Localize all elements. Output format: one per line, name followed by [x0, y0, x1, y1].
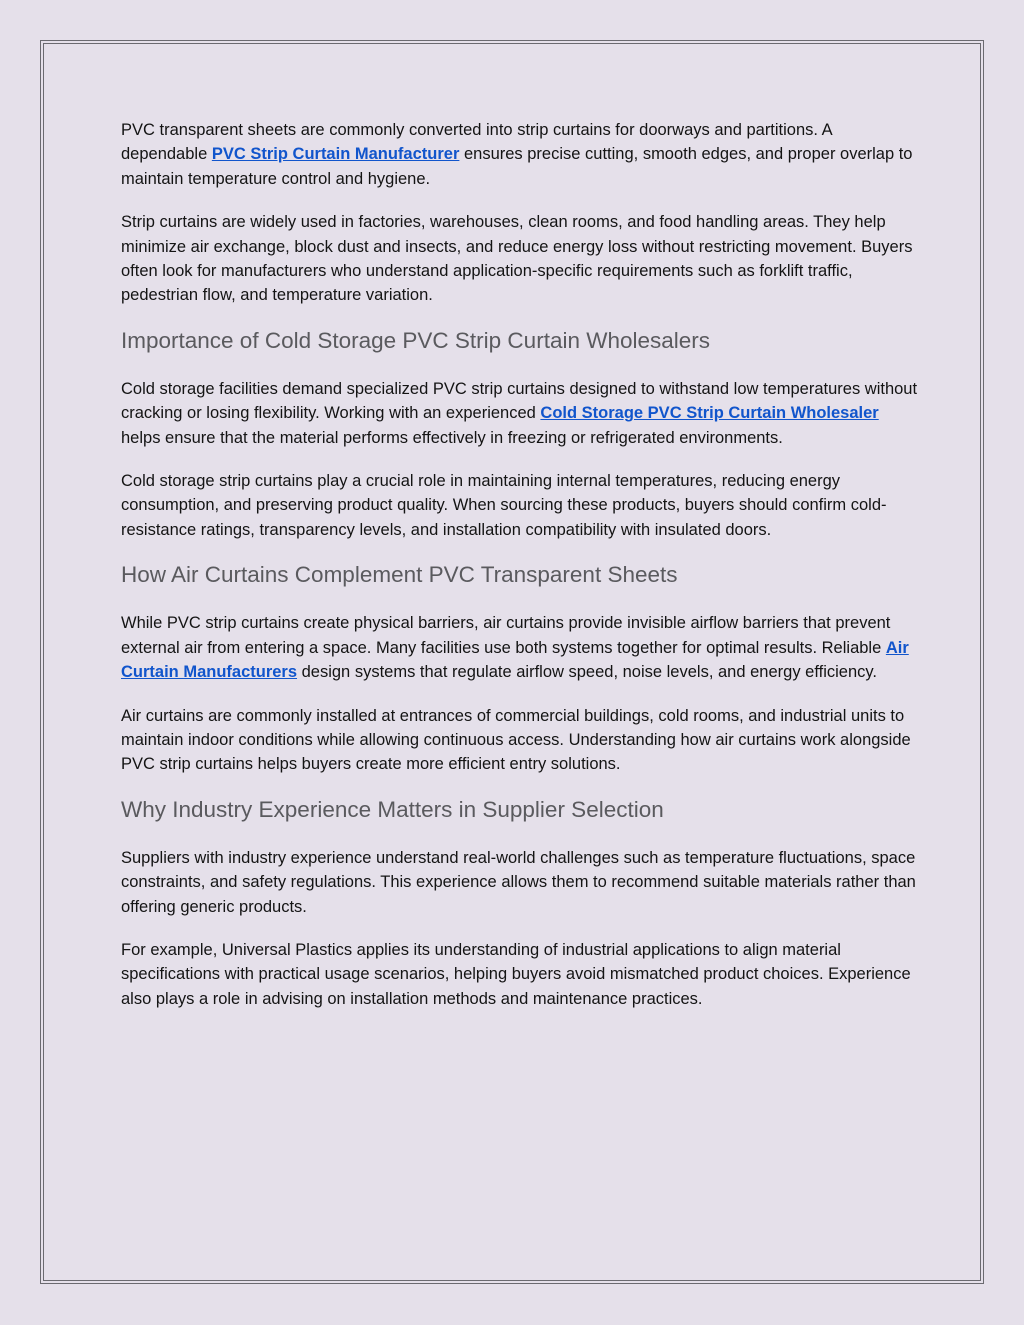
paragraph-air-curtains-2: Air curtains are commonly installed at entrances of commercial buildings, cold rooms, and industrial units to maintain indoor conditions while allowing continuous access. Understanding how air curtains work alongside PVC strip curtains helps buyers create more efficient entry solutions.: [121, 706, 911, 774]
heading-air-curtains: How Air Curtains Complement PVC Transparent Sheets: [121, 562, 678, 588]
link-cold-storage-wholesaler[interactable]: Cold Storage PVC Strip Curtain Wholesaler: [540, 404, 879, 423]
link-air-curtain-manufacturers[interactable]: Air Curtain Manufacturers: [121, 638, 909, 682]
paragraph-text: helps ensure that the material performs effectively in freezing or refrigerated environments.: [121, 428, 783, 447]
heading-industry-experience: Why Industry Experience Matters in Supplier Selection: [121, 796, 664, 822]
paragraph-text: While PVC strip curtains create physical barriers, air curtains provide invisible airflow barriers that prevent external air from entering a space. Many facilities use both systems together for optimal results. Reliable: [121, 614, 891, 657]
paragraph-text: Cold storage facilities demand specialized PVC strip curtains designed to withstand low temperatures without cracking or losing flexibility. Working with an experienced: [121, 379, 918, 423]
paragraph-intro-1: [121, 118, 921, 191]
heading-cold-storage: Importance of Cold Storage PVC Strip Curtain Wholesalers: [121, 327, 711, 353]
paragraph-air-curtains-1: [121, 611, 921, 684]
document-body: [121, 118, 921, 1030]
paragraph-cold-storage-2: Cold storage strip curtains play a crucial role in maintaining internal temperatures, reducing energy consumption, and preserving product quality. When sourcing these products, buyers should confirm cold-resistance ratings, transparency levels, and installation compatibility with insulated doors.: [121, 472, 887, 539]
link-pvc-strip-curtain-manufacturer[interactable]: PVC Strip Curtain Manufacturer: [211, 145, 460, 164]
paragraph-intro-2: Strip curtains are widely used in factories, warehouses, clean rooms, and food handling areas. They help minimize air exchange, block dust and insects, and reduce energy loss without restricting movement. Buyers often look for manufacturers who understand application-specific requirements such as forklift traffic, pedestrian flow, and temperature variation.: [121, 213, 913, 305]
paragraph-text: PVC transparent sheets are commonly converted into strip curtains for doorways and partitions. A dependable: [121, 121, 832, 164]
paragraph-industry-experience-1: Suppliers with industry experience understand real-world challenges such as temperature fluctuations, space constraints, and safety regulations. This experience allows them to recommend suitable materials rather than offering generic products.: [121, 848, 916, 916]
paragraph-cold-storage-1: [121, 377, 921, 450]
paragraph-text: ensures precise cutting, smooth edges, and proper overlap to maintain temperature control and hygiene.: [121, 145, 913, 188]
paragraph-industry-experience-2: For example, Universal Plastics applies its understanding of industrial applications to align material specifications with practical usage scenarios, helping buyers avoid mismatched product choices. Experience also plays a role in advising on installation methods and maintenance practices.: [121, 940, 911, 1008]
paragraph-text: design systems that regulate airflow speed, noise levels, and energy efficiency.: [297, 663, 877, 682]
